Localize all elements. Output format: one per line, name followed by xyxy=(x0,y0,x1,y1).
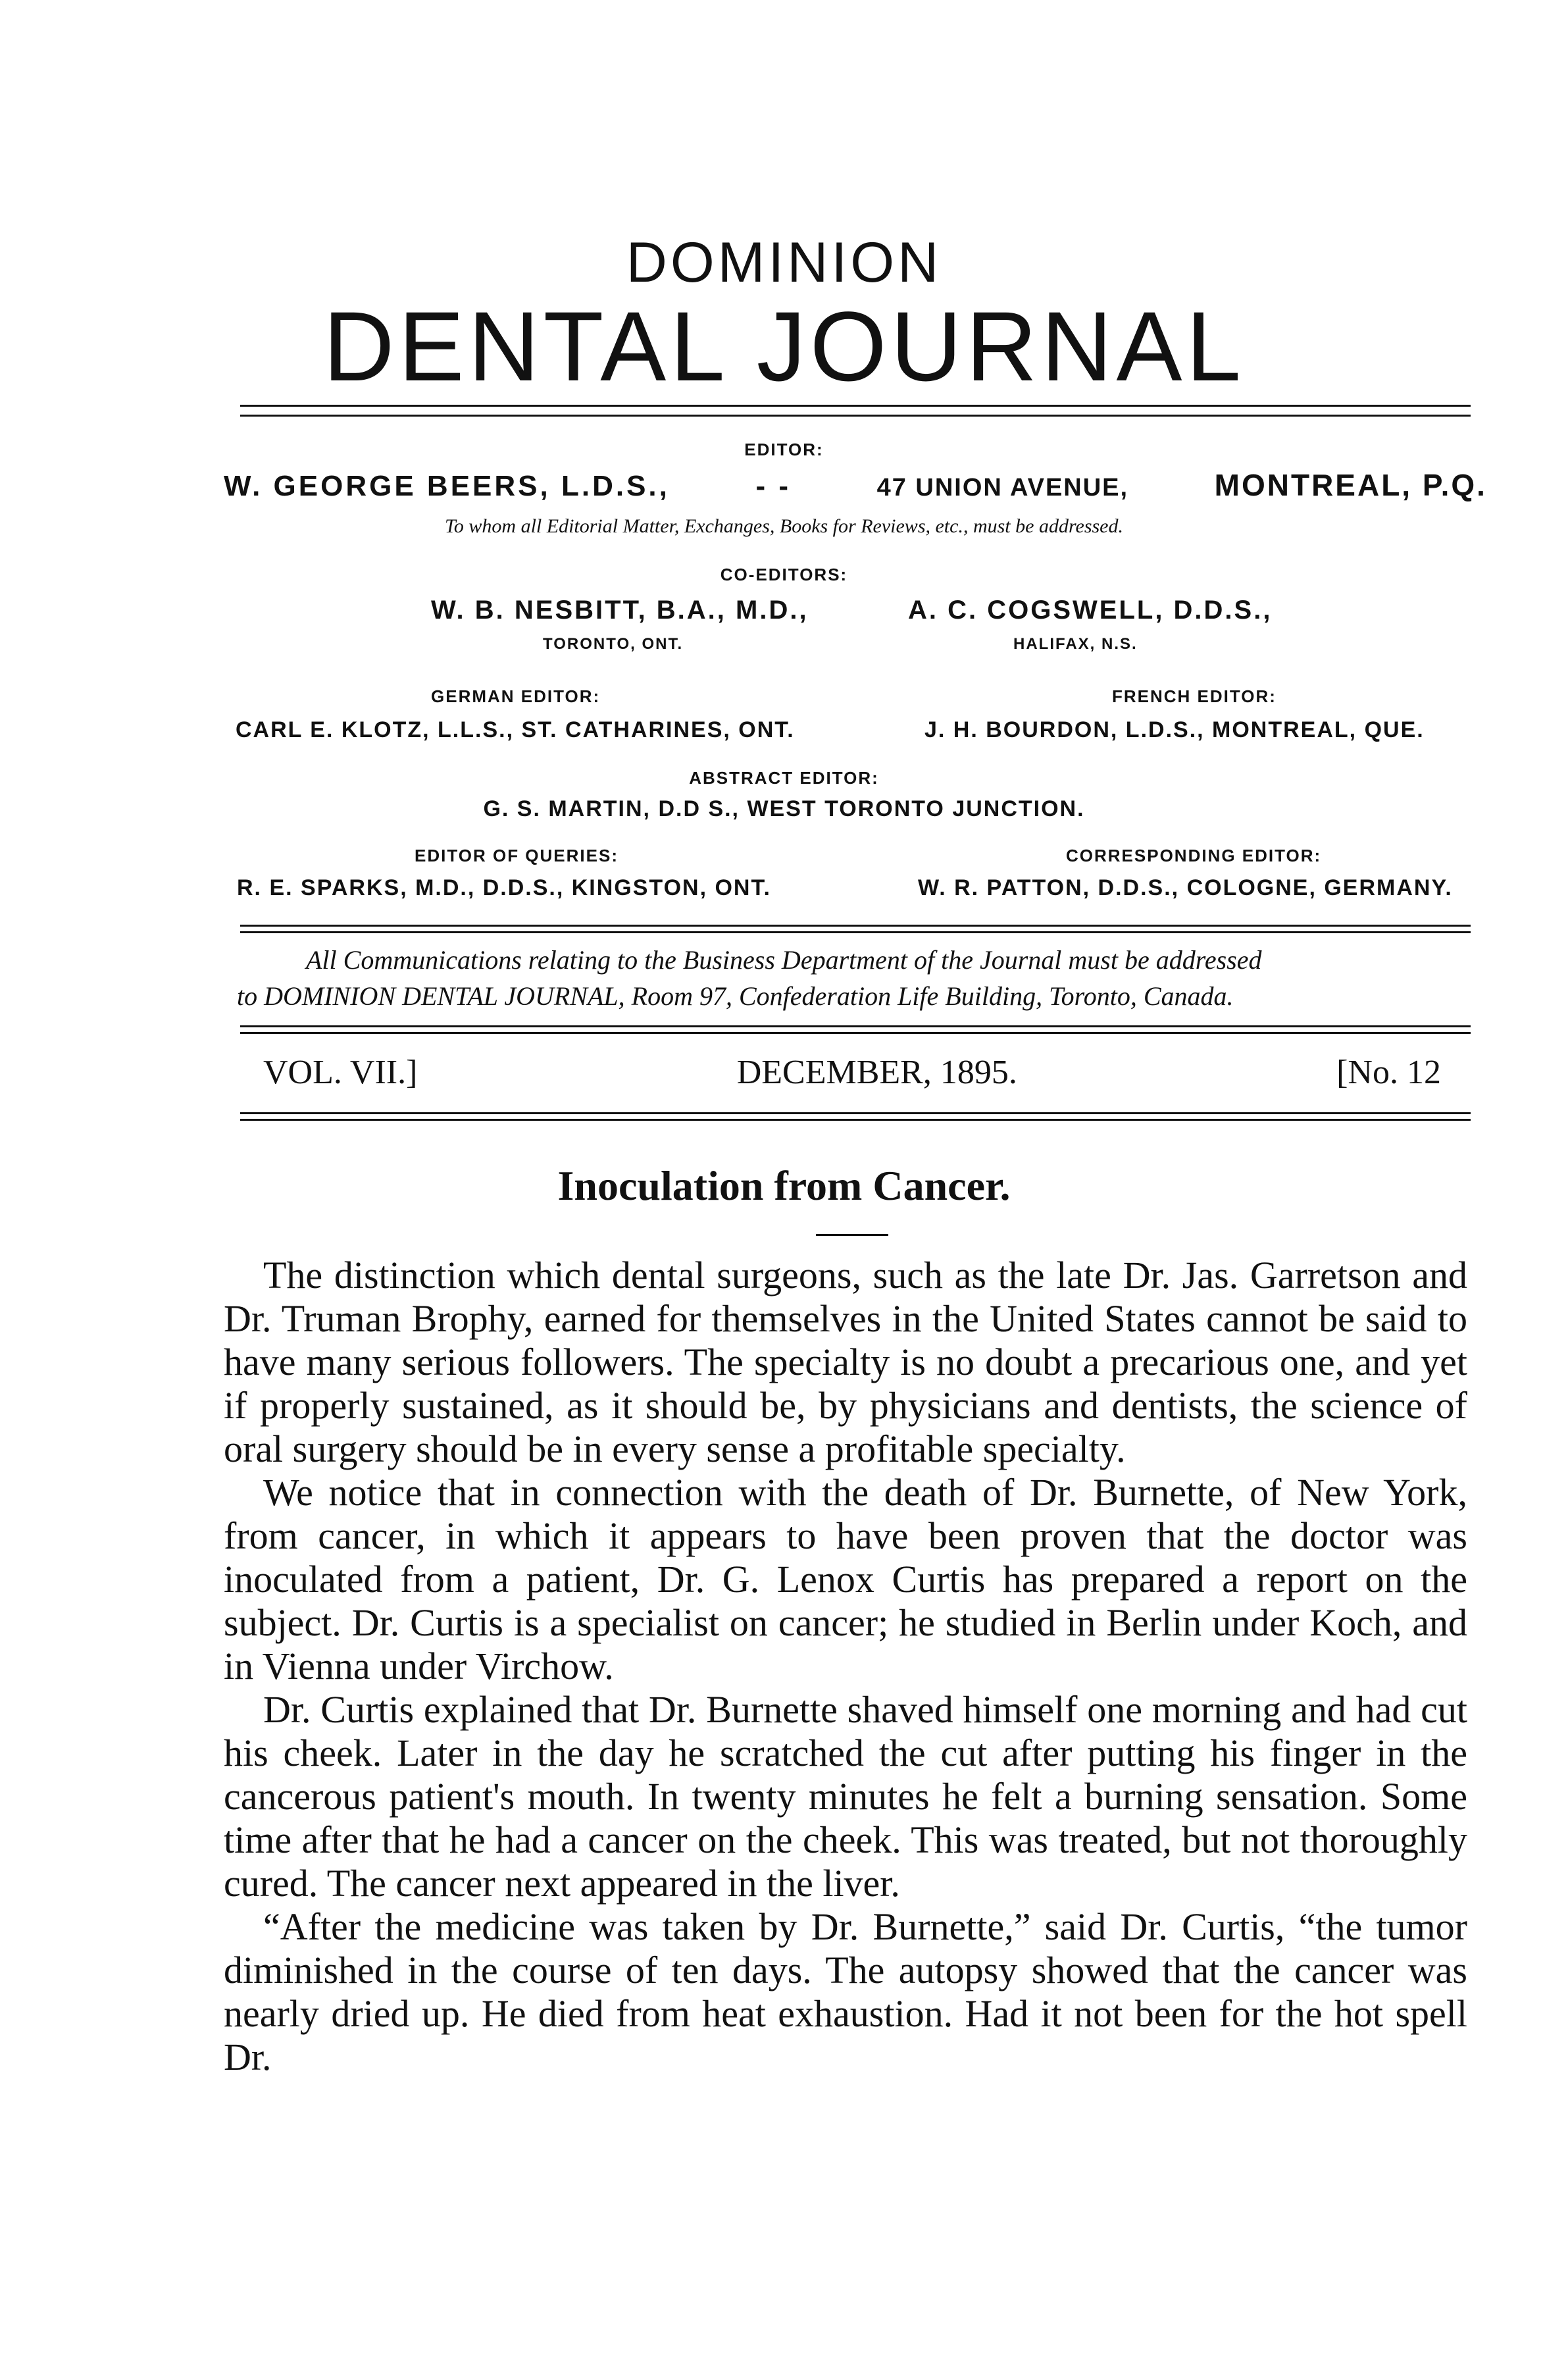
abstract-editor-label: ABSTRACT EDITOR: xyxy=(689,768,879,788)
abstract-editor-name: G. S. MARTIN, D.D S., WEST TORONTO JUNCTION. xyxy=(483,796,1085,821)
coeditor-left-place: TORONTO, ONT. xyxy=(543,635,684,653)
article-title-underline xyxy=(816,1234,888,1236)
coeditor-left-name: W. B. NESBITT, B.A., M.D., xyxy=(431,596,809,625)
issue-rule-bottom xyxy=(240,1112,1471,1114)
coeditor-right-name: A. C. COGSWELL, D.D.S., xyxy=(908,596,1273,625)
issue-volume: VOL. VII.] xyxy=(263,1054,418,1091)
corresponding-editor-name: W. R. PATTON, D.D.S., COLOGNE, GERMANY. xyxy=(918,875,1453,900)
journal-title: DENTAL JOURNAL xyxy=(323,291,1245,401)
business-rule-top-2 xyxy=(240,931,1471,933)
issue-rule-top-2 xyxy=(240,1032,1471,1034)
masthead-rule-bottom xyxy=(240,415,1471,417)
business-notice-line1: All Communications relating to the Business Department of the Journal must be addressed xyxy=(306,945,1262,975)
corresponding-editor-label: CORRESPONDING EDITOR: xyxy=(1066,846,1322,865)
coeditor-right-place: HALIFAX, N.S. xyxy=(1013,635,1138,653)
issue-rule-top xyxy=(240,1025,1471,1027)
queries-editor-label: EDITOR OF QUERIES: xyxy=(415,846,619,865)
article-paragraph: We notice that in connection with the death of Dr. Burnette, of New York, from cancer, in which it appears to have been proven that the doctor was inoculated from a patient, Dr. G. Lenox Curtis has prepared a report on the subject. Dr. Curtis is a specialist on cancer; he studied in Berlin under Koch, and in Vienna under Virchow. xyxy=(224,1471,1467,1687)
issue-date: DECEMBER, 1895. xyxy=(736,1054,1017,1091)
editor-label: EDITOR: xyxy=(744,440,824,459)
editor-note: To whom all Editorial Matter, Exchanges, Books for Reviews, etc., must be addressed. xyxy=(444,515,1123,537)
journal-title-small: DOMINION xyxy=(626,231,942,294)
editor-address: 47 UNION AVENUE, xyxy=(876,474,1129,501)
business-rule-top xyxy=(240,925,1471,927)
queries-editor-name: R. E. SPARKS, M.D., D.D.S., KINGSTON, ONT. xyxy=(237,875,771,900)
editor-line xyxy=(224,467,1487,503)
coeditors-label: CO-EDITORS: xyxy=(720,565,848,584)
article-paragraph: Dr. Curtis explained that Dr. Burnette shaved himself one morning and had cut his cheek. Later in the day he scratched the cut after putting his finger in the cancerous patient's mouth. In twenty minutes he felt a burning sensation. Some time after that he had a cancer on the cheek. This was treated, but not thoroughly cured. The cancer next appeared in the liver. xyxy=(224,1688,1467,1905)
article-paragraph: The distinction which dental surgeons, such as the late Dr. Jas. Garretson and Dr. Truman Brophy, earned for themselves in the United States cannot be said to have many serious followers. The specialty is no doubt a precarious one, and yet if properly sustained, as it should be, by physicians and dentists, the science of oral surgery should be in every sense a profitable specialty. xyxy=(224,1254,1467,1470)
french-editor-label: FRENCH EDITOR: xyxy=(1112,686,1277,706)
french-editor-name: J. H. BOURDON, L.D.S., MONTREAL, QUE. xyxy=(924,717,1425,742)
business-notice-line2: to DOMINION DENTAL JOURNAL, Room 97, Confederation Life Building, Toronto, Canada. xyxy=(237,981,1234,1011)
issue-number: [No. 12 xyxy=(1336,1054,1441,1091)
article-body xyxy=(224,1254,1467,2079)
editor-dash: - - xyxy=(755,470,791,502)
masthead-rule-top xyxy=(240,405,1471,407)
article-title: Inoculation from Cancer. xyxy=(557,1162,1011,1209)
editor-name: W. GEORGE BEERS, L.D.S., xyxy=(224,470,670,502)
german-editor-label: GERMAN EDITOR: xyxy=(431,686,601,706)
issue-rule-bottom-2 xyxy=(240,1119,1471,1121)
issue-line xyxy=(263,1053,1441,1092)
editor-city: MONTREAL, P.Q. xyxy=(1214,468,1487,502)
article-paragraph: “After the medicine was taken by Dr. Burnette,” said Dr. Curtis, “the tumor diminished in the course of ten days. The autopsy showed that the cancer was nearly dried up. He died from heat exhaustion. Had it not been for the hot spell Dr. xyxy=(224,1905,1467,2078)
german-editor-name: CARL E. KLOTZ, L.L.S., ST. CATHARINES, ONT. xyxy=(236,717,795,742)
